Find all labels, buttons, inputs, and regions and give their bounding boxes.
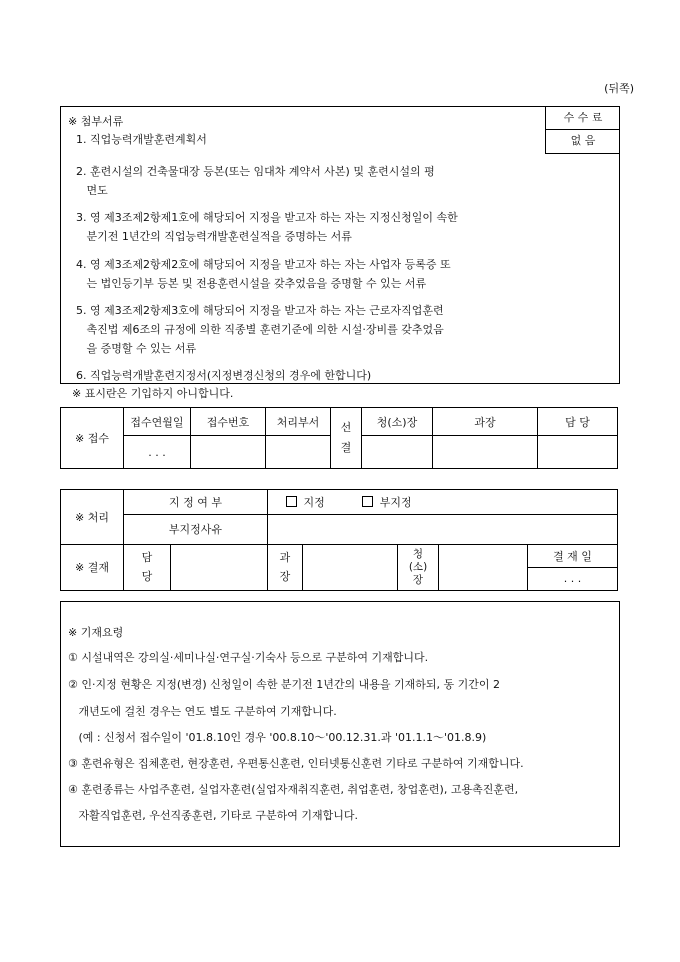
col-staff: 담 당	[538, 408, 618, 436]
checkbox-non-designate[interactable]	[362, 496, 373, 507]
notice-text: ※ 표시란은 기입하지 아니합니다.	[72, 387, 234, 400]
instruction-2-example: (예 : 신청서 접수일이 '01.8.10인 경우 '00.8.10～'00.12.31.과 '01.1.1～'01.8.9)	[68, 731, 487, 744]
col-manager: 과장	[433, 408, 538, 436]
attachment-item-3-cont: 분기전 1년간의 직업능력개발훈련실적을 증명하는 서류	[76, 230, 352, 243]
option-non-designate: 부지정	[379, 496, 412, 510]
attachment-item-2-cont: 면도	[76, 184, 108, 197]
option-designate: 지정	[303, 496, 325, 510]
fee-label: 수 수 료	[546, 107, 620, 130]
approval-label: ※ 결재	[61, 544, 124, 590]
sungyeol-bottom: 결	[340, 441, 352, 454]
dam-top: 담	[141, 551, 153, 565]
cheong-2: (소)	[408, 560, 428, 573]
fee-box	[545, 107, 620, 154]
processing-label: ※ 처리	[61, 490, 124, 545]
staff-sign	[538, 436, 618, 469]
attachment-item-4-cont: 는 법인등기부 등본 및 전용훈련시설을 갖추었음을 증명할 수 있는 서류	[76, 277, 427, 290]
approval-gwa	[268, 544, 303, 590]
fee-value: 없 음	[570, 134, 596, 147]
dam-bottom: 당	[141, 570, 153, 584]
instruction-4-cont: 자활직업훈련, 우선직종훈련, 기타로 구분하여 기재합니다.	[68, 809, 358, 822]
receipt-table	[60, 407, 618, 469]
designation-options	[268, 490, 618, 515]
receipt-number-value	[191, 436, 266, 469]
col-receipt-date: 접수연월일	[124, 408, 191, 436]
attachment-item-5: 5. 영 제3조제2항제3호에 해당되어 지정을 받고자 하는 자는 근로자직업훈련	[76, 304, 444, 317]
attachment-item-4: 4. 영 제3조제2항제2호에 해당되어 지정을 받고자 하는 자는 사업자 등록증 또	[76, 258, 451, 271]
attachment-item-3: 3. 영 제3조제2항제1호에 해당되어 지정을 받고자 하는 자는 지정신청일이 속한	[76, 211, 458, 224]
col-receipt-number: 접수번호	[191, 408, 266, 436]
sungyeol-top: 선	[340, 421, 352, 434]
col-head: 청(소)장	[362, 408, 433, 436]
approval-staff-sign	[171, 544, 268, 590]
designation-status-label: 지 정 여 부	[124, 490, 268, 515]
receipt-label: ※ 접수	[61, 408, 124, 469]
instruction-2: ② 인·지정 현황은 지정(변경) 신청일이 속한 분기전 1년간의 내용을 기재하되, 동 기간이 2	[68, 678, 501, 691]
col-processing-dept: 처리부서	[266, 408, 331, 436]
receipt-date-value: . . .	[124, 436, 191, 469]
approval-date-value: . . .	[528, 567, 618, 590]
gwa-bottom: 장	[279, 570, 291, 584]
approval-head-sign	[439, 544, 528, 590]
processing-dept-value	[266, 436, 331, 469]
instructions-heading: ※ 기재요령	[68, 626, 124, 639]
checkbox-designate[interactable]	[286, 496, 297, 507]
approval-manager-sign	[303, 544, 398, 590]
non-designation-reason-value[interactable]	[268, 515, 618, 544]
approval-cheong	[398, 544, 439, 590]
non-designation-reason-label: 부지정사유	[124, 515, 268, 544]
page-side-label: (뒤쪽)	[604, 82, 634, 95]
approval-date-label: 결 재 일	[528, 544, 618, 567]
approval-dam	[124, 544, 171, 590]
processing-table	[60, 489, 618, 591]
col-sungyeol	[331, 408, 362, 469]
gwa-top: 과	[279, 551, 291, 565]
instruction-3: ③ 훈련유형은 집체훈련, 현장훈련, 우편통신훈련, 인터넷통신훈련 기타로 구분하여 기재합니다.	[68, 757, 524, 770]
attachment-item-5-cont2: 을 증명할 수 있는 서류	[76, 342, 197, 355]
attachment-item-2: 2. 훈련시설의 건축물대장 등본(또는 임대차 계약서 사본) 및 훈련시설의 평	[76, 165, 435, 178]
attachment-item-1: 1. 직업능력개발훈련계획서	[76, 133, 207, 146]
instruction-4: ④ 훈련종류는 사업주훈련, 실업자훈련(실업자재취직훈련, 취업훈련, 창업훈련), 고용촉진훈련,	[68, 783, 519, 796]
attachment-item-5-cont: 촉진법 제6조의 규정에 의한 직종별 훈련기준에 의한 시설·장비를 갖추었음	[76, 323, 444, 336]
attachment-item-6: 6. 직업능력개발훈련지정서(지정변경신청의 경우에 한합니다)	[76, 369, 372, 382]
manager-sign	[433, 436, 538, 469]
instruction-1: ① 시설내역은 강의실·세미나실·연구실·기숙사 등으로 구분하여 기재합니다.	[68, 651, 429, 664]
cheong-1: 청	[412, 547, 424, 560]
instruction-2-cont: 개년도에 걸친 경우는 연도 별도 구분하여 기재합니다.	[68, 705, 337, 718]
cheong-3: 장	[412, 573, 424, 586]
head-sign	[362, 436, 433, 469]
attachments-heading: ※ 첨부서류	[68, 115, 124, 128]
